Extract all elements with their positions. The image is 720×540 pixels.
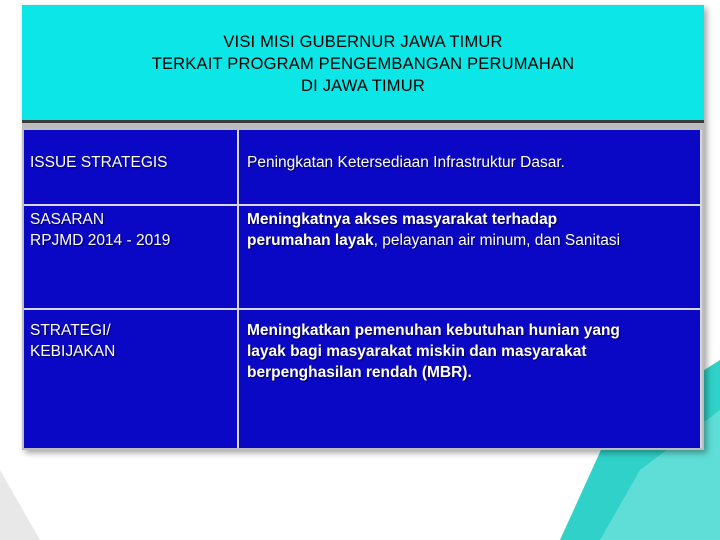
slide-title [22, 31, 704, 97]
sasaran-value-line1: Meningkatnya akses masyarakat terhadap [247, 211, 558, 228]
table-row-value [239, 206, 700, 308]
strategi-value-line2: layak bagi masyarakat miskin dan masyarakat [247, 343, 587, 360]
issue-label: ISSUE STRATEGIS [30, 154, 168, 171]
sasaran-value-part3: , pelayanan air minum, dan Sanitasi [373, 232, 621, 249]
sasaran-label-line2: RPJMD 2014 - 2019 [30, 232, 171, 249]
issue-value-part3: . [560, 154, 565, 171]
strategi-label-line1: STRATEGI/ [30, 322, 111, 339]
gray-corner-shape [0, 470, 40, 540]
title-box [22, 5, 704, 123]
title-line-1: VISI MISI GUBERNUR JAWA TIMUR [223, 33, 503, 51]
title-line-2: TERKAIT PROGRAM PENGEMBANGAN PERUMAHAN [151, 55, 575, 73]
title-line-3: DI JAWA TIMUR [301, 77, 425, 95]
strategy-table [24, 130, 702, 448]
issue-value-part2: Infrastruktur Dasar [433, 154, 561, 171]
sasaran-label-line1: SASARAN [30, 211, 105, 228]
strategi-value-line3: berpenghasilan rendah (MBR). [247, 364, 472, 381]
issue-value-part1: Peningkatan Ketersediaan [247, 154, 434, 171]
sasaran-value-part2: perumahan layak [247, 232, 374, 249]
strategi-label-line2: KEBIJAKAN [30, 343, 116, 360]
strategi-value-line1: Meningkatkan pemenuhan kebutuhan hunian yang [247, 322, 620, 339]
slide [22, 5, 704, 450]
table-row-label [24, 206, 237, 308]
table-row-value [239, 130, 700, 204]
table-row-value [239, 310, 700, 448]
table-row-label [24, 310, 237, 448]
table-row-label [24, 130, 237, 204]
